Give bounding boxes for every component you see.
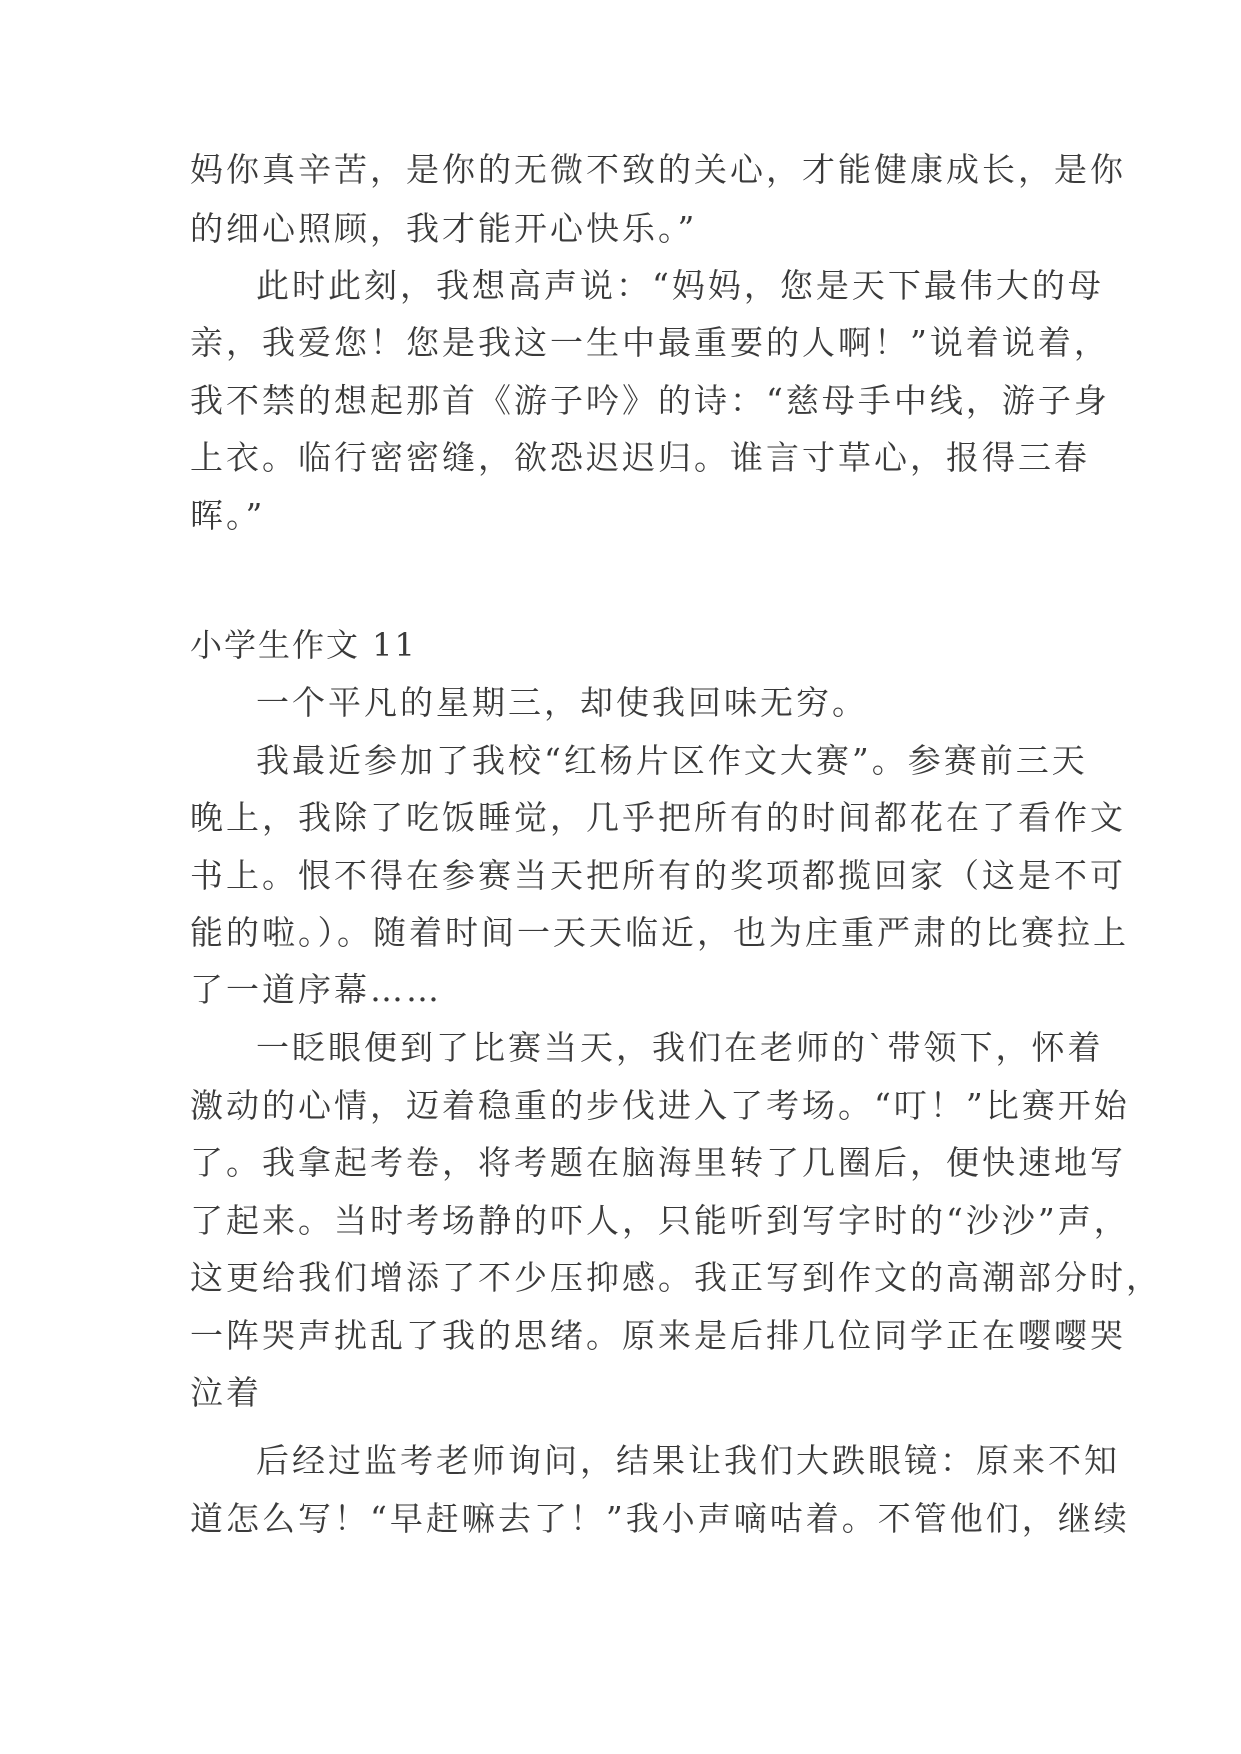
text-line: 道怎么写！“早赶嘛去了！”我小声嘀咕着。不管他们，继续 — [190, 1499, 1130, 1538]
text-line: 上衣。临行密密缝，欲恐迟迟归。谁言寸草心，报得三春 — [190, 438, 1090, 477]
text-line: 了一道序幕…… — [190, 970, 442, 1009]
text-line: 这更给我们增添了不少压抑感。我正写到作文的高潮部分时， — [190, 1258, 1162, 1297]
text-line: 晚上，我除了吃饭睡觉，几乎把所有的时间都花在了看作文 — [190, 798, 1126, 837]
text-line: 的细心照顾，我才能开心快乐。” — [190, 209, 698, 248]
text-line: 一眨眼便到了比赛当天，我们在老师的`带领下，怀着 — [256, 1028, 1104, 1067]
text-line: 激动的心情，迈着稳重的步伐进入了考场。“叮！”比赛开始 — [190, 1086, 1130, 1125]
text-line: 后经过监考老师询问，结果让我们大跌眼镜：原来不知 — [256, 1441, 1120, 1480]
text-line: 我最近参加了我校“红杨片区作文大赛”。参赛前三天 — [256, 741, 1088, 780]
text-line: 晖。” — [190, 496, 266, 535]
text-line: 了。我拿起考卷，将考题在脑海里转了几圈后，便快速地写 — [190, 1143, 1126, 1182]
text-line: 一阵哭声扰乱了我的思绪。原来是后排几位同学正在嘤嘤哭 — [190, 1316, 1126, 1355]
text-line: 我不禁的想起那首《游子吟》的诗：“慈母手中线，游子身 — [190, 381, 1110, 420]
text-line: 妈你真辛苦，是你的无微不致的关心，才能健康成长，是你 — [190, 150, 1126, 189]
text-line: 一个平凡的星期三，却使我回味无穷。 — [256, 683, 868, 722]
text-line: 了起来。当时考场静的吓人，只能听到写字时的“沙沙”声， — [190, 1201, 1130, 1240]
text-line: 能的啦。）。随着时间一天天临近，也为庄重严肃的比赛拉上 — [190, 913, 1129, 952]
text-line: 泣着 — [190, 1373, 262, 1412]
text-line: 亲，我爱您！您是我这一生中最重要的人啊！”说着说着， — [190, 323, 1110, 362]
essay-heading: 小学生作文 11 — [190, 626, 417, 664]
text-line: 书上。恨不得在参赛当天把所有的奖项都揽回家（这是不可 — [190, 856, 1126, 895]
text-line: 此时此刻，我想高声说：“妈妈，您是天下最伟大的母 — [256, 266, 1104, 305]
